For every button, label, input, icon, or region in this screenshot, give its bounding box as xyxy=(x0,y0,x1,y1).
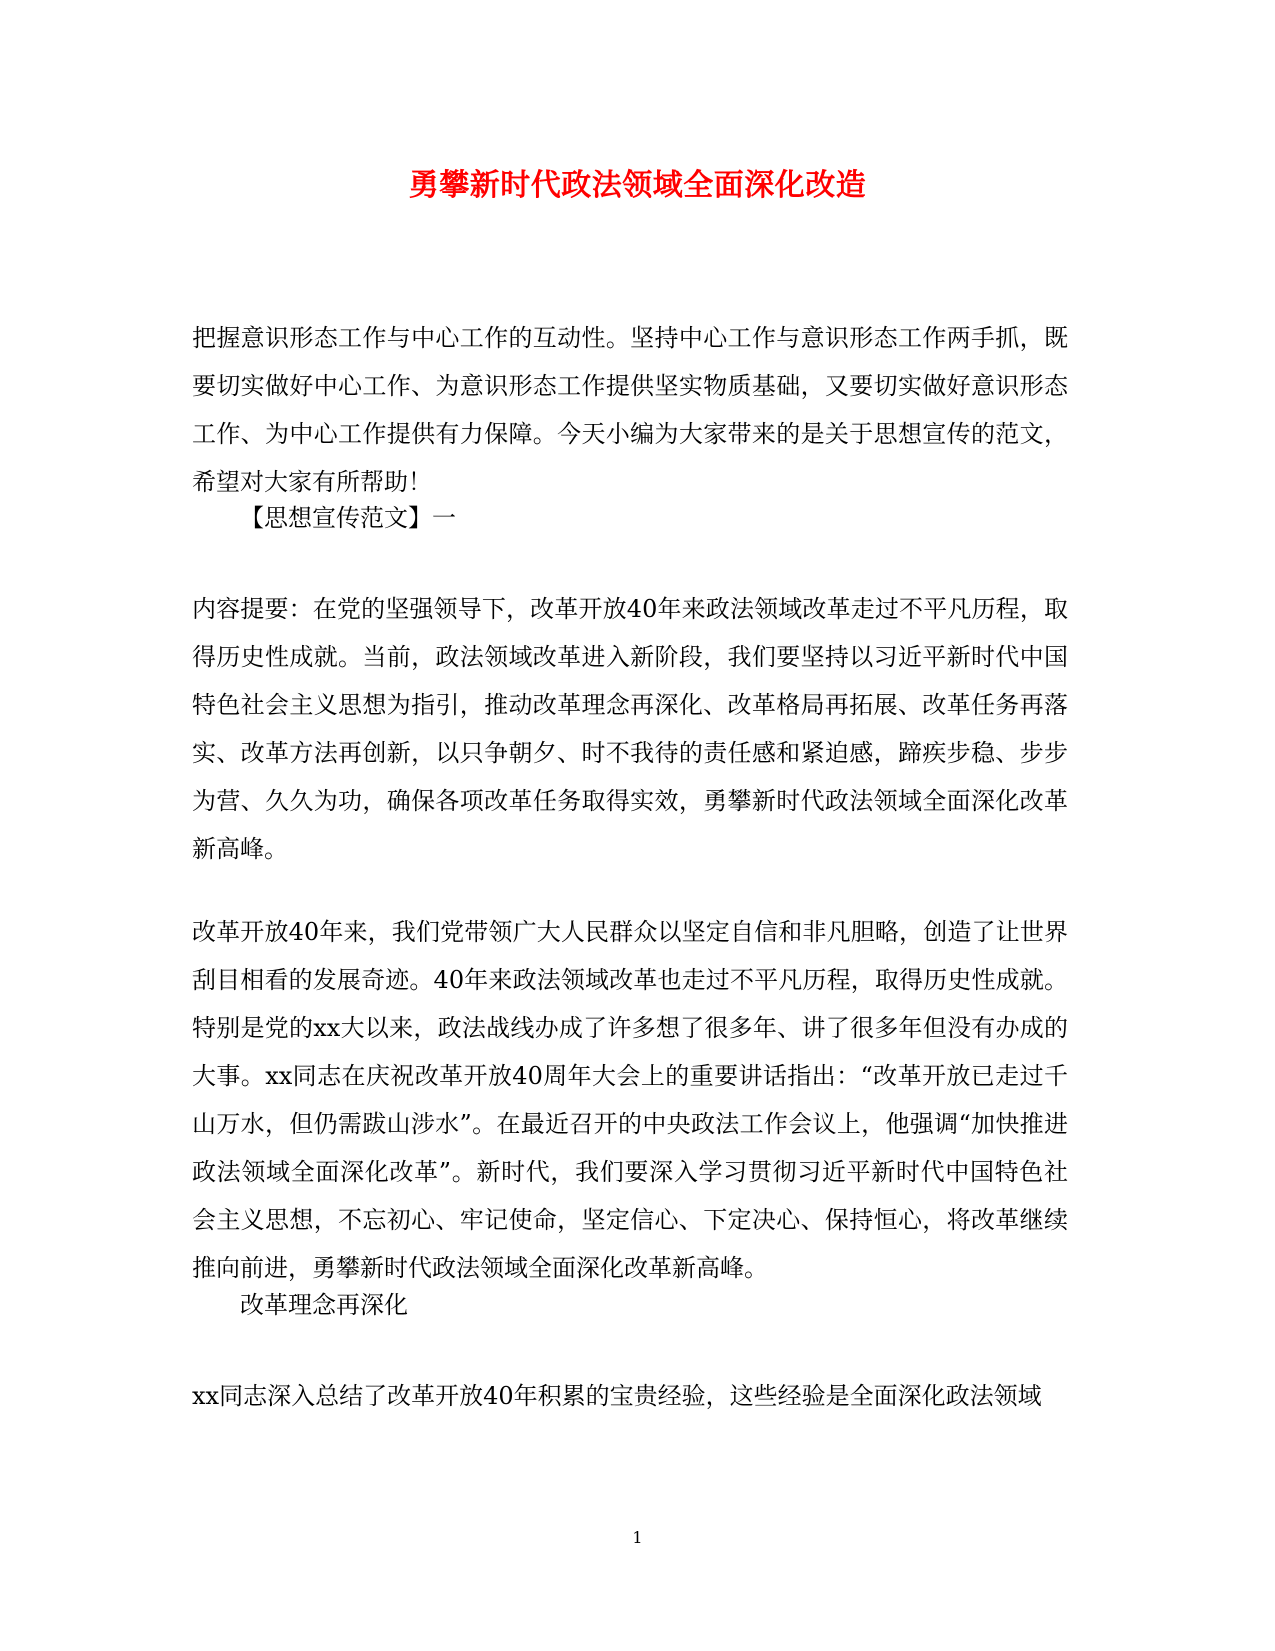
last-paragraph: xx同志深入总结了改革开放40年积累的宝贵经验，这些经验是全面深化政法领域 xyxy=(192,1382,1042,1410)
summary-paragraph: 内容提要：在党的坚强领导下，改革开放40年来政法领域改革走过不平凡历程，取得历史性成就。当前，政法领域改革进入新阶段，我们要坚持以习近平新时代中国特色社会主义思想为指引，推动改革理念再深化、改革格局再拓展、改革任务再落实、改革方法再创新，以只争朝夕、时不我待的责任感和紧迫感，蹄疾步稳、步步为营、久久为功，确保各项改革任务取得实效，勇攀新时代政法领域全面深化改革新高峰。 xyxy=(192,595,1068,863)
subheading: 改革理念再深化 xyxy=(240,1291,408,1319)
document-title: 勇攀新时代政法领域全面深化改造 xyxy=(408,168,867,203)
page-number: 1 xyxy=(632,1528,643,1547)
body-paragraph: 改革开放40年来，我们党带领广大人民群众以坚定自信和非凡胆略，创造了让世界刮目相看的发展奇迹。40年来政法领域改革也走过不平凡历程，取得历史性成就。特别是党的xx大以来，政法战线办成了许多想了很多年、讲了很多年但没有办成的大事。xx同志在庆祝改革开放40周年大会上的重要讲话指出：“改革开放已走过千山万水，但仍需跋山涉水”。在最近召开的中央政法工作会议上，他强调“加快推进政法领域全面深化改革”。新时代，我们要深入学习贯彻习近平新时代中国特色社会主义思想，不忘初心、牢记使命，坚定信心、下定决心、保持恒心，将改革继续推向前进，勇攀新时代政法领域全面深化改革新高峰。 xyxy=(192,918,1068,1282)
section-heading: 【思想宣传范文】一 xyxy=(240,504,456,532)
intro-paragraph: 把握意识形态工作与中心工作的互动性。坚持中心工作与意识形态工作两手抓，既要切实做好中心工作、为意识形态工作提供坚实物质基础，又要切实做好意识形态工作、为中心工作提供有力保障。今天小编为大家带来的是关于思想宣传的范文，希望对大家有所帮助！ xyxy=(192,324,1068,496)
